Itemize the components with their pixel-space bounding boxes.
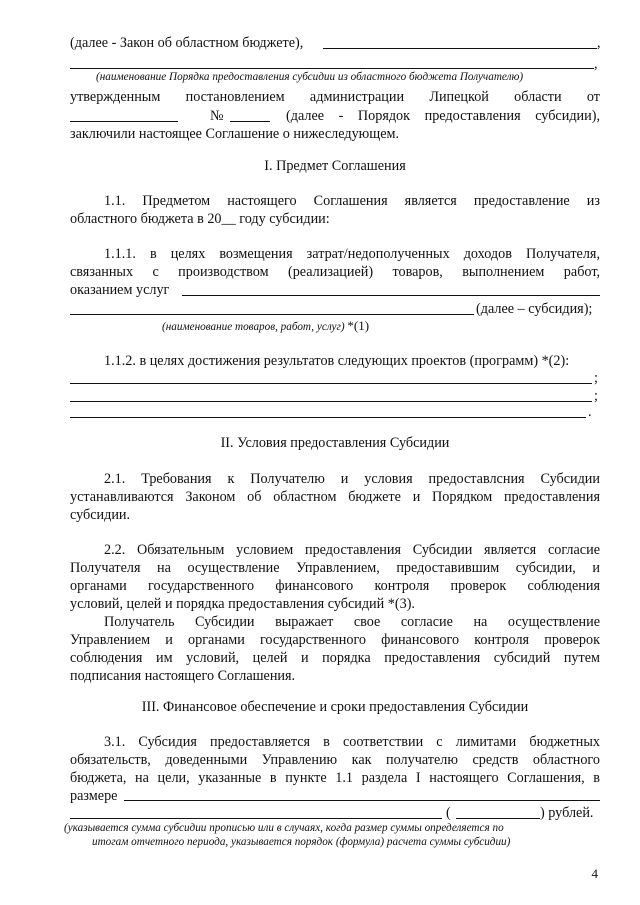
text-line: органами государственного финансового контроля проверок соблюдения: [70, 578, 600, 594]
text-line: обязательств, доведенными Управлению как получателю средств областного: [70, 752, 600, 768]
blank-line: [124, 799, 600, 801]
blank-line: [70, 382, 592, 384]
text-line: областного бюджета в 20__ году субсидии:: [70, 211, 330, 227]
page-number: 4: [591, 866, 598, 881]
blank-line: [70, 313, 474, 315]
text-line: ) рублей.: [540, 805, 594, 821]
text-line: подписания настоящего Соглашения.: [70, 668, 296, 684]
field-caption: итогам отчетного периода, указывается порядок (формула) расчета суммы субсидии): [92, 836, 511, 848]
section-heading: I. Предмет Соглашения: [264, 158, 406, 174]
text-line: (далее – субсидия);: [476, 301, 593, 317]
text-punct: ;: [594, 388, 598, 404]
text-punct: (: [446, 805, 451, 821]
text-line: (далее - Закон об областном бюджете),: [70, 35, 304, 51]
blank-line: [70, 67, 594, 69]
text-line: заключили настоящее Соглашение о нижеследующем.: [70, 126, 400, 142]
text-line: связанных с производством (реализацией) товаров, выполнением работ,: [70, 264, 600, 280]
blank-line: [70, 400, 592, 402]
text-line: 2.2. Обязательным условием предоставления Субсидии является согласие: [104, 542, 600, 558]
text-line: размере: [70, 788, 118, 804]
text-line: 1.1.2. в целях достижения результатов следующих проектов (программ) *(2):: [104, 353, 570, 369]
text-punct: ,: [594, 56, 598, 72]
number-sign: №: [210, 108, 224, 124]
text-line: устанавливаются Законом об областном бюджете и Порядком предоставления: [70, 489, 600, 505]
text-line: 1.1.1. в целях возмещения затрат/недополученных доходов Получателя,: [104, 246, 600, 262]
section-heading: II. Условия предоставления Субсидии: [220, 435, 450, 451]
text-line: Получатель Субсидии выражает свое согласие на осуществление: [104, 614, 600, 630]
field-caption: (наименование товаров, работ, услуг) *(1): [162, 318, 370, 333]
blank-line: [70, 120, 178, 122]
text-line: бюджета, на цели, указанные в пункте 1.1 раздела I настоящего Соглашения, в: [70, 770, 600, 786]
text-line: 2.1. Требования к Получателю и условия предоставлсния Субсидии: [104, 471, 600, 487]
text-line: Получателя на осуществление Управлением, предоставившим субсидии, и: [70, 560, 600, 576]
text-line: соблюдения им условий, целей и порядка предоставления субсидий путем: [70, 650, 600, 666]
blank-line: [70, 416, 586, 418]
blank-line: [182, 294, 600, 296]
text-line: условий, целей и порядка предоставления субсидий *(3).: [70, 596, 415, 612]
text-line: 3.1. Субсидия предоставляется в соответствии с лимитами бюджетных: [104, 734, 600, 750]
text-line: Управлением и органами государственного финансового контроля проверок: [70, 632, 600, 648]
field-caption: (наименование Порядка предоставления субсидии из областного бюджета Получателю): [96, 71, 524, 83]
text-line: (далее - Порядок предоставления субсидии),: [286, 108, 600, 124]
text-punct: ;: [594, 370, 598, 386]
text-line: оказанием услуг: [70, 282, 170, 298]
section-heading: III. Финансовое обеспечение и сроки предоставления Субсидии: [141, 699, 529, 715]
text-punct: ,: [597, 35, 601, 51]
blank-line: [456, 817, 540, 819]
blank-line: [323, 47, 597, 49]
blank-line: [70, 817, 442, 819]
text-line: 1.1. Предметом настоящего Соглашения является предоставление из: [104, 193, 600, 209]
blank-line: [230, 120, 270, 122]
text-line: утвержденным постановлением администрации Липецкой области от: [70, 89, 600, 105]
text-line: субсидии.: [70, 507, 131, 523]
field-caption: (указывается сумма субсидии прописью или в случаях, когда размер суммы определяется по: [64, 822, 504, 834]
text-punct: .: [588, 404, 592, 420]
